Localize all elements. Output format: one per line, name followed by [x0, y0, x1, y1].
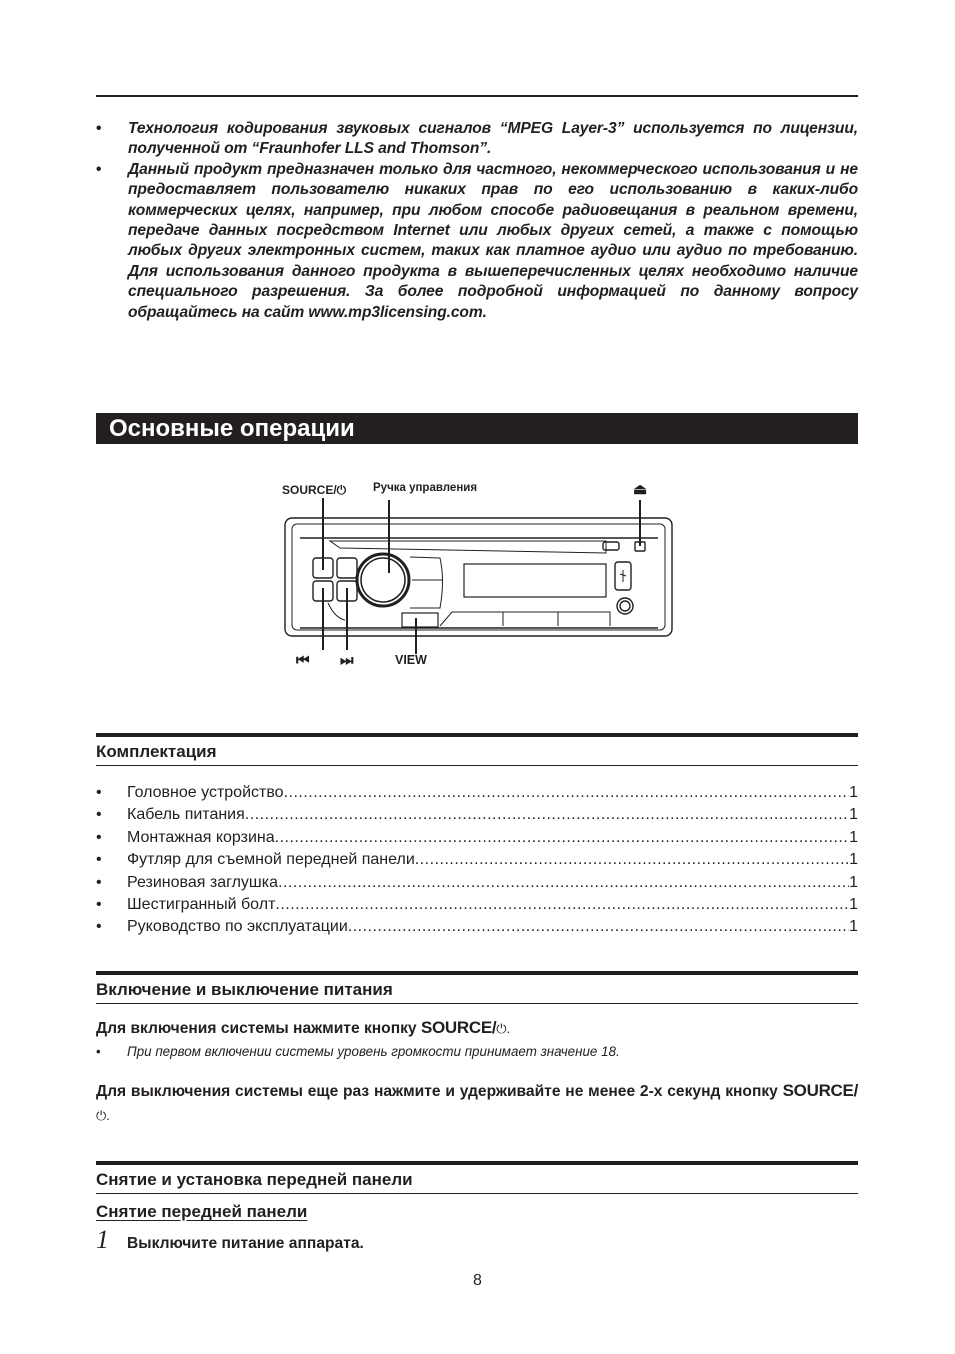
- source-power-label: SOURCE/⏻: [282, 483, 347, 497]
- dot-leader: [284, 782, 850, 804]
- step-number: 1: [96, 1225, 109, 1254]
- list-item: [96, 916, 858, 938]
- item-qty: 1: [849, 851, 858, 869]
- item-name: Монтажная корзина: [127, 828, 275, 846]
- license-note-text: Технология кодирования звуковых сигналов “MPEG Layer-3” используется по лицензии, полученной от “Fraunhofer LLS and Thomson”.: [128, 120, 858, 158]
- bullet: •: [96, 160, 102, 178]
- item-qty: 1: [849, 896, 858, 914]
- license-notes: [96, 119, 858, 323]
- source-button-name: SOURCE/: [782, 1081, 858, 1100]
- bullet: •: [96, 806, 102, 824]
- bullet: •: [96, 873, 102, 891]
- control-knob-label: Ручка управления: [373, 482, 478, 494]
- dot-leader: [348, 916, 849, 938]
- list-item: [96, 782, 858, 804]
- power-on-text: Для включения системы нажмите кнопку: [96, 1020, 421, 1037]
- bullet: •: [96, 851, 102, 869]
- power-icon: ⏻: [96, 1108, 107, 1123]
- item-name: Кабель питания: [127, 806, 245, 824]
- package-contents-list: [96, 782, 858, 939]
- item-name: Руководство по эксплуатации: [127, 918, 348, 936]
- step-text: Выключите питание аппарата.: [127, 1235, 364, 1252]
- item-name: Футляр для съемной передней панели: [127, 851, 415, 869]
- item-qty: 1: [849, 784, 858, 801]
- panel-removal-subheading: Снятие передней панели: [96, 1202, 308, 1221]
- list-item: [96, 894, 858, 916]
- power-heading: Включение и выключение питания: [96, 971, 858, 1004]
- list-item: [96, 804, 858, 826]
- bullet: •: [96, 1044, 101, 1059]
- license-note: [96, 119, 858, 160]
- list-item: [96, 827, 858, 849]
- license-note-text: Данный продукт предназначен только для частного, некоммерческого использования и не предоставляет пользователю никаких прав по его использованию в каких-либо коммерческих целях, например, при любом способе радиовещания в реальном времени, передаче данных посредством Internet или любых других сетей, а также с помощью любых других электронных систем, таких как платное аудио или аудио по требованию. Для использования данного продукта в вышеперечисленных целях необходимо наличие специального разрешения. За более подробной информацией по данному вопросу обращайтесь на сайт www.mp3licensing.com.: [128, 160, 858, 321]
- bullet: •: [96, 828, 102, 846]
- item-name: Резиновая заглушка: [127, 873, 278, 891]
- bullet: •: [96, 896, 102, 914]
- dot-leader: [275, 894, 849, 916]
- bullet: •: [96, 918, 102, 936]
- period: .: [106, 1108, 110, 1123]
- power-icon: ⏻: [496, 1021, 507, 1036]
- list-item: [96, 872, 858, 894]
- page-number: 8: [473, 1272, 482, 1289]
- dot-leader: [278, 872, 849, 894]
- item-name: Головное устройство: [127, 784, 284, 801]
- previous-track-icon: ⏮: [296, 652, 310, 669]
- dot-leader: [415, 849, 849, 871]
- power-on-note-text: При первом включении системы уровень громкости принимает значение 18.: [127, 1044, 620, 1059]
- period: .: [506, 1021, 511, 1036]
- power-off-instruction: [96, 1079, 858, 1128]
- item-qty: 1: [849, 806, 858, 824]
- device-diagram: [280, 478, 680, 678]
- item-qty: 1: [849, 828, 858, 846]
- bullet: •: [96, 784, 102, 801]
- source-button-name: SOURCE/: [420, 1018, 497, 1037]
- panel-heading: Снятие и установка передней панели: [96, 1161, 858, 1194]
- bullet: •: [96, 120, 102, 137]
- item-qty: 1: [849, 918, 858, 936]
- item-name: Шестигранный болт: [127, 896, 276, 914]
- top-rule: [96, 95, 858, 97]
- section-banner: Основные операции: [96, 413, 858, 444]
- dot-leader: [275, 827, 849, 849]
- power-on-note: [96, 1043, 858, 1061]
- dot-leader: [245, 804, 849, 826]
- contents-heading: Комплектация: [96, 733, 858, 766]
- item-qty: 1: [849, 873, 858, 891]
- eject-icon: ⏏: [633, 481, 648, 498]
- power-on-instruction: [96, 1016, 858, 1041]
- view-label: VIEW: [395, 653, 427, 667]
- power-off-text: Для выключения системы еще раз нажмите и удерживайте не менее 2-х секунд кнопку: [96, 1083, 783, 1100]
- license-note: [96, 160, 858, 323]
- list-item: [96, 849, 858, 871]
- next-track-icon: ⏭: [340, 652, 354, 669]
- head-unit-illustration: [280, 478, 680, 678]
- step-1: [96, 1225, 364, 1255]
